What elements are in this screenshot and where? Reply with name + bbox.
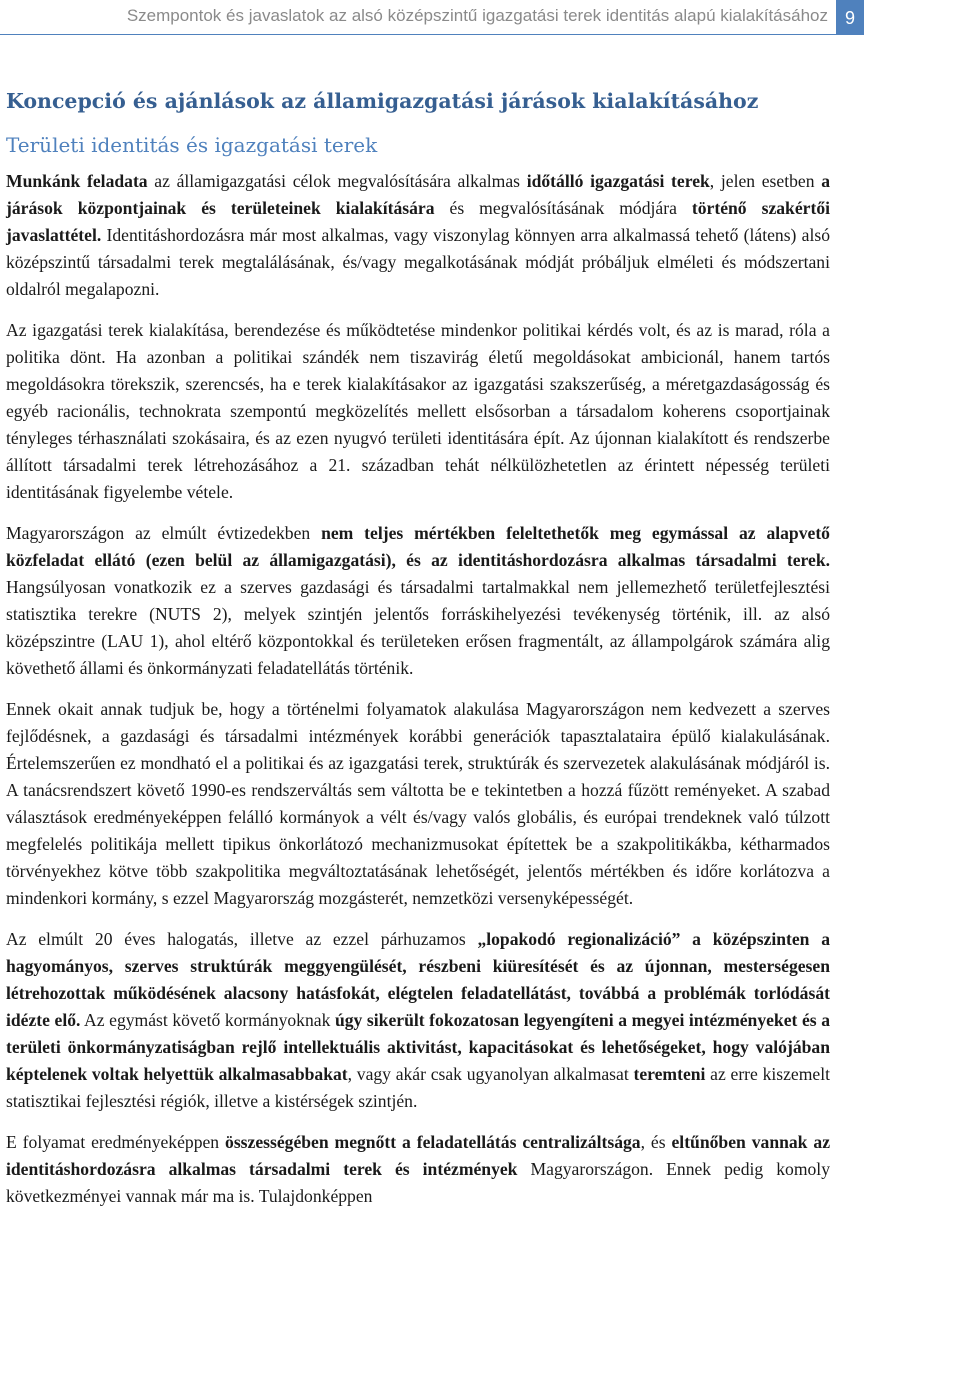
paragraph <box>6 168 830 303</box>
paragraph <box>6 696 830 912</box>
paragraph-text: az államigazgatási célok megvalósítására alkalmas <box>147 171 527 191</box>
emphasis-text: összességében megnőtt a feladatellátás centralizáltsága <box>225 1132 641 1152</box>
paragraph-text: , vagy akár csak ugyanolyan alkalmasat <box>347 1064 634 1084</box>
emphasis-text: időtálló igazgatási terek <box>526 171 710 191</box>
emphasis-text: eltűnőben vannak az identitáshordozásra alkalmas társadalmi terek és intézmények <box>6 1132 830 1179</box>
paragraph-text: E folyamat eredményeképpen <box>6 1132 226 1152</box>
paragraph <box>6 317 830 506</box>
section-heading: Koncepció és ajánlások az államigazgatási járások kialakításához <box>6 89 759 113</box>
emphasis-text: teremteni <box>633 1064 706 1084</box>
page-number-badge: 9 <box>836 0 864 35</box>
paragraph-text: az erre kiszemelt statisztikai fejlesztési régiók, illetve a kistérségek szintjén. <box>6 1064 830 1111</box>
emphasis-text: Munkánk feladata <box>6 171 148 191</box>
paragraph-text: Ennek okait annak tudjuk be, hogy a történelmi folyamatok alakulása Magyarországon nem kedvezett a szerves fejlődésnek, a gazdasági és társadalmi intézmények korábbi generációk tapasztalataira épülő kialakulásának. Értelemszerűen ez mondható el a politikai és az igazgatási terek, struktúrák és szervezetek alakulásának módjáról is. A tanácsrendszert követő 1990-es rendszerváltás sem váltotta be e tekintetben a hozzá fűzött reményeket. A szabad választások eredményeképpen felálló kormányok a vélt és/vagy valós globális, és európai trendeknek való túlzott megfelelés politikája mellett tipikus önkorlátozó mechanizmusokat építettek be a szakpolitikákba, kétharmados törvényekhez kötve több szakpolitika megváltoztatásának lehetőségét, jelentős mértékben és időre korlátozva a mindenkori kormány, s ezzel Magyarország mozgásterét, nemzetközi versenyképességét. <box>6 699 830 908</box>
emphasis-text: úgy sikerült fokozatosan legyengíteni a megyei intézményeket és a területi önkormányzatiságban rejlő intellektuális aktivitást, kapacitásokat és lehetőségeket, hogy valójában képtelenek voltak helyettük alkalmasabbakat <box>6 1010 830 1084</box>
paragraph-text: és megvalósításának módjára <box>434 198 692 218</box>
paragraph-text: Hangsúlyosan vonatkozik ez a szerves gazdasági és társadalmi tartalmakkal nem jellemezhető területfejlesztési statisztika terekre (NUTS 2), melyek szintjén jelentős forráskihelyezési tevékenység történik, ill. az alsó középszintre (LAU 1), ahol eltérő központokkal és területeken erősen fragmentált, az állampolgárok számára alig követhető állami és önkormányzati feladatellátás történik. <box>6 577 830 678</box>
emphasis-text: „lopakodó regionalizáció” a középszinten a hagyományos, szerves struktúrák meggyengülését, részbeni kiüresítését és az újonnan, mesterségesen létrehozottak működésének alacsony hatásfokát, elégtelen feladatellátást, továbbá a problémák torlódását idézte elő. <box>6 929 830 1030</box>
paragraph-text: Az egymást követő kormányoknak <box>80 1010 335 1030</box>
document-body <box>6 86 830 1210</box>
emphasis-text: történő szakértői javaslattétel. <box>6 198 831 245</box>
paragraph <box>6 1129 830 1210</box>
subsection-heading: Területi identitás és igazgatási terek <box>6 133 378 157</box>
emphasis-text: a járások központjainak és területeinek kialakítására <box>6 171 830 218</box>
paragraph-text: Az igazgatási terek kialakítása, berendezése és működtetése mindenkor politikai kérdés volt, és az is marad, róla a politika dönt. Ha azonban a politikai szándék nem tiszavirág életű megoldásokat ambicionál, hanem tartós megoldásokra törekszik, szerencsés, ha e terek kialakításakor az igazgatási szakszerűség, a méretgazdaságosság és egyéb racionális, technokrata szempontú megközelítés mellett elsősorban a társadalom koherens csoportjainak tényleges térhasználati szokásaira, és az ezen nyugvó területi identitására épít. Az újonnan kialakított és rendszerbe állított társadalmi terek létrehozásához a 21. században tehát nélkülözhetetlen az érintett népesség területi identitásának figyelembe vétele. <box>6 320 830 502</box>
paragraph-text: Magyarországon. Ennek pedig komoly következményei vannak már ma is. Tulajdonképpen <box>6 1159 830 1206</box>
paragraph-text: , és <box>640 1132 672 1152</box>
paragraph-text: Az elmúlt 20 éves halogatás, illetve az ezzel párhuzamos <box>6 929 478 949</box>
paragraph <box>6 520 830 682</box>
header-divider <box>0 34 838 35</box>
emphasis-text: nem teljes mértékben feleltethetők meg egymással az alapvető közfeladat ellátó (ezen belül az államigazgatási), és az identitáshordozásra alkalmas társadalmi terek. <box>6 523 830 570</box>
running-title: Szempontok és javaslatok az alsó középszintű igazgatási terek identitás alapú kialakításához <box>126 6 828 25</box>
page-header <box>0 0 960 36</box>
paragraph-text: Identitáshordozásra már most alkalmas, vagy viszonylag könnyen arra alkalmassá tehető (látens) alsó középszintű társadalmi terek megtalálásának, és/vagy megalkotásának módját próbáljuk elméleti és módszertani oldalról megalapozni. <box>6 225 830 299</box>
paragraph <box>6 926 830 1115</box>
paragraph-text: , jelen esetben <box>709 171 822 191</box>
paragraph-text: Magyarországon az elmúlt évtizedekben <box>6 523 322 543</box>
